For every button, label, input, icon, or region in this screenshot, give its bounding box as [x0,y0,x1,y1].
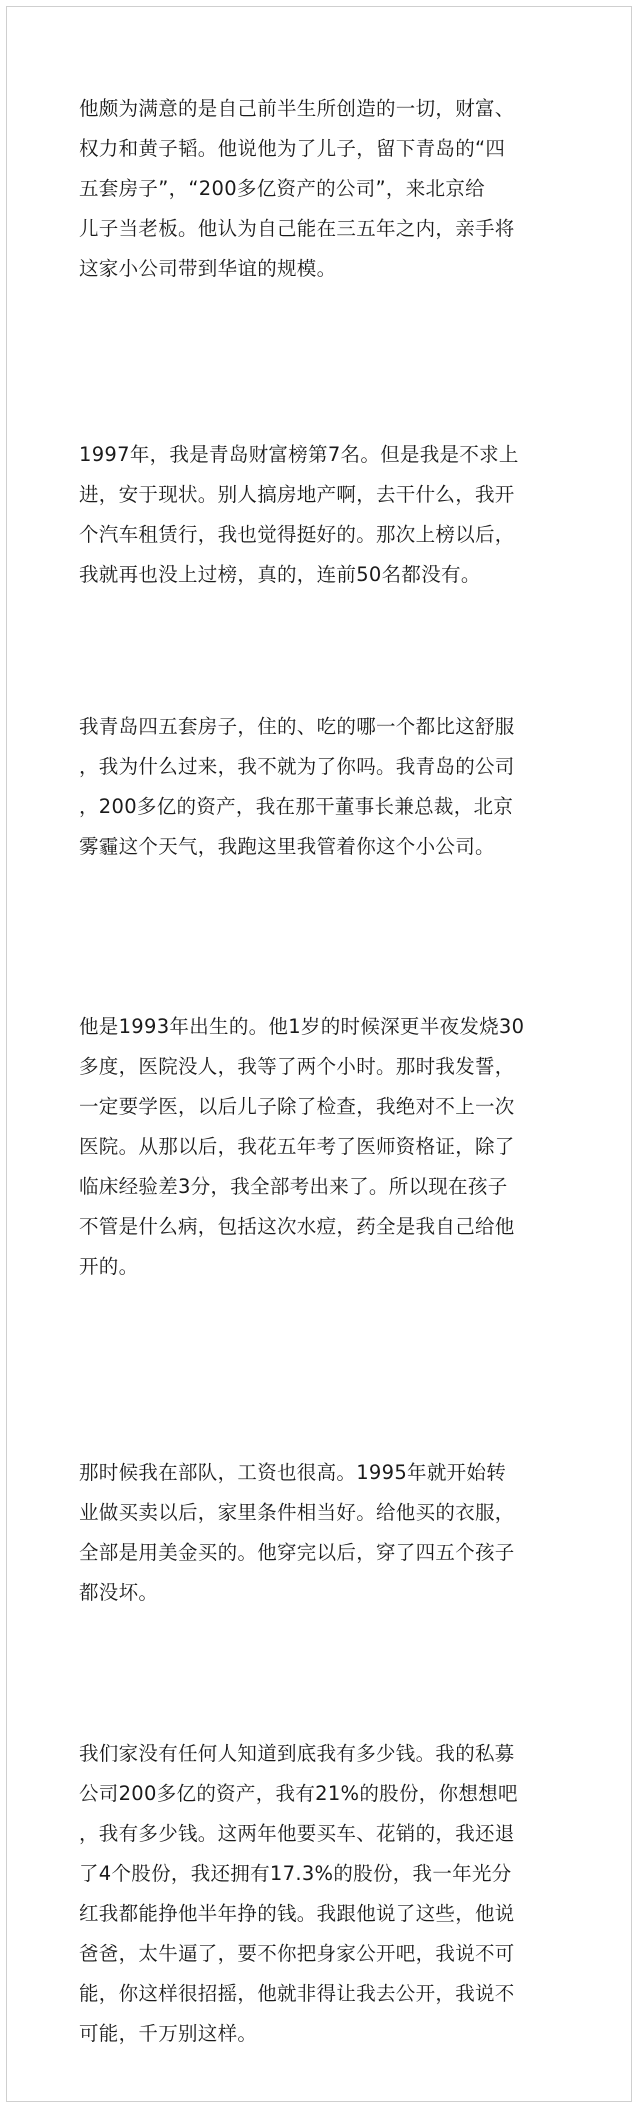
paragraph-2 [79,435,579,595]
paragraph-line: 业做买卖以后，家里条件相当好。给他买的衣服， [79,1501,515,1524]
paragraph-line: 他颇为满意的是自己前半生所创造的一切，财富、 [79,97,515,120]
paragraph-4 [79,1007,579,1287]
paragraph-line: 开的。 [79,1255,139,1278]
paragraph-line: 儿子当老板。他认为自己能在三五年之内，亲手将 [79,217,515,240]
paragraph-line: 进，安于现状。别人搞房地产啊，去干什么，我开 [79,483,515,506]
paragraph-3 [79,707,579,867]
paragraph-line: 多度，医院没人，我等了两个小时。那时我发誓， [79,1055,515,1078]
paragraph-line: 公司200多亿的资产，我有21%的股份，你想想吧 [79,1782,518,1805]
paragraph-line: 我青岛四五套房子，住的、吃的哪一个都比这舒服 [79,715,515,738]
paragraph-line: 五套房子”，“200多亿资产的公司”，来北京给 [79,177,485,200]
paragraph-line: 了4个股份，我还拥有17.3%的股份，我一年光分 [79,1862,512,1885]
paragraph-line: 能，你这样很招摇，他就非得让我去公开，我说不 [79,1982,515,2005]
paragraph-line: 都没坏。 [79,1581,159,1604]
paragraph-line: 1997年，我是青岛财富榜第7名。但是我是不求上 [79,443,519,466]
article-frame [6,6,632,2102]
paragraph-1 [79,89,579,289]
paragraph-line: 全部是用美金买的。他穿完以后，穿了四五个孩子 [79,1541,515,1564]
paragraph-line: 临床经验差3分，我全部考出来了。所以现在孩子 [79,1175,508,1198]
paragraph-line: 不管是什么病，包括这次水痘，药全是我自己给他 [79,1215,515,1238]
paragraph-line: 可能，千万别这样。 [79,2022,258,2045]
paragraph-line: ，我有多少钱。这两年他要买车、花销的，我还退 [79,1822,515,1845]
paragraph-line: 红我都能挣他半年挣的钱。我跟他说了这些，他说 [79,1902,515,1925]
paragraph-line: 一定要学医，以后儿子除了检查，我绝对不上一次 [79,1095,515,1118]
paragraph-line: 医院。从那以后，我花五年考了医师资格证，除了 [79,1135,515,1158]
paragraph-line: 权力和黄子韬。他说他为了儿子，留下青岛的“四 [79,137,506,160]
paragraph-5 [79,1453,579,1613]
paragraph-line: 爸爸，太牛逼了，要不你把身家公开吧，我说不可 [79,1942,515,1965]
paragraph-line: 我们家没有任何人知道到底我有多少钱。我的私募 [79,1742,515,1765]
paragraph-line: ，我为什么过来，我不就为了你吗。我青岛的公司 [79,755,515,778]
paragraph-line: 个汽车租赁行，我也觉得挺好的。那次上榜以后， [79,523,515,546]
paragraph-line: ，200多亿的资产，我在那干董事长兼总裁，北京 [79,795,514,818]
paragraph-line: 他是1993年出生的。他1岁的时候深更半夜发烧30 [79,1015,525,1038]
paragraph-6 [79,1734,579,2054]
paragraph-line: 这家小公司带到华谊的规模。 [79,257,337,280]
paragraph-line: 那时候我在部队，工资也很高。1995年就开始转 [79,1461,507,1484]
paragraph-line: 雾霾这个天气，我跑这里我管着你这个小公司。 [79,835,495,858]
paragraph-line: 我就再也没上过榜，真的，连前50名都没有。 [79,563,481,586]
